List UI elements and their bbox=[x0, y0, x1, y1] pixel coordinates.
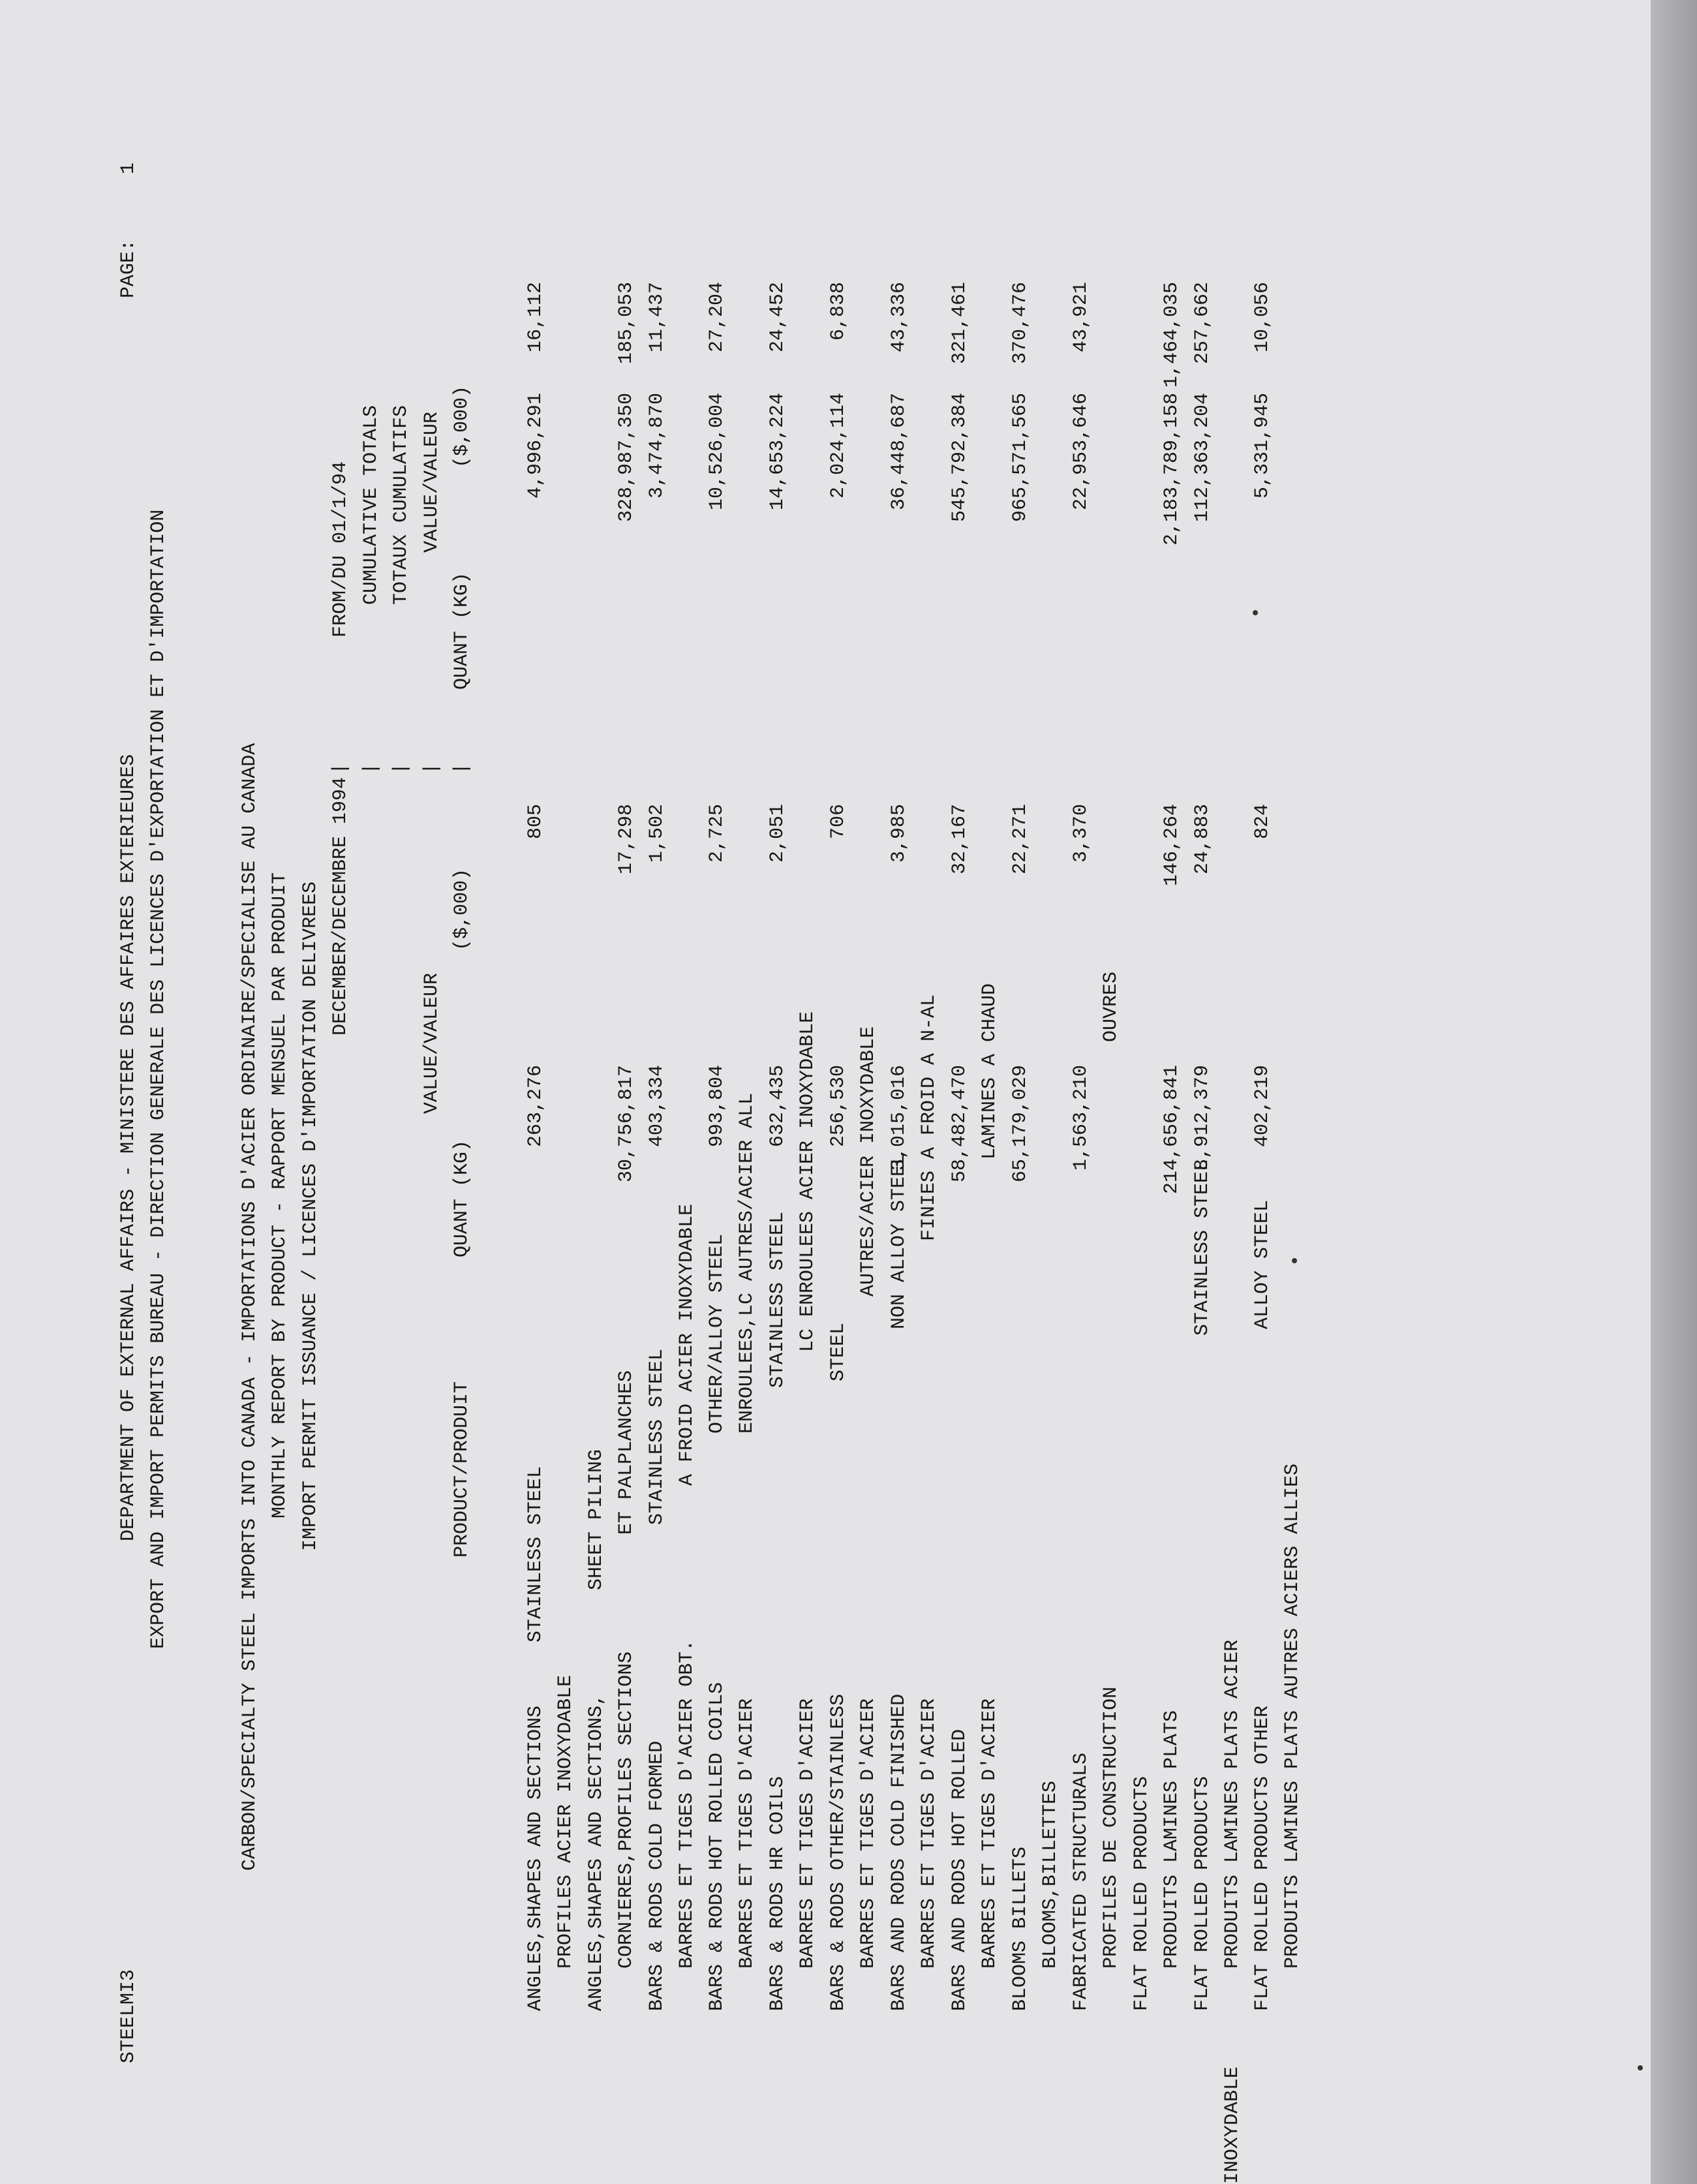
month-value: 24,883 bbox=[1191, 804, 1214, 875]
product-grade-en: STAINLESS STEEL bbox=[525, 1466, 547, 1642]
quantity-header: QUANT (KG) bbox=[451, 1139, 473, 1257]
cumulative-value: 6,838 bbox=[827, 282, 849, 341]
cumulative-quantity: 10,526,004 bbox=[706, 393, 728, 511]
cumulative-value: 27,204 bbox=[706, 282, 728, 353]
page-number: 1 bbox=[117, 162, 140, 174]
separator: | bbox=[390, 762, 412, 775]
product-grade-en: OTHER/ALLOY STEEL bbox=[706, 1233, 728, 1434]
product-name-en: BARS AND RODS HOT ROLLED bbox=[949, 1729, 971, 2011]
product-grade-fr: INOXYDABLE bbox=[1221, 2066, 1244, 2184]
product-grade-en: STAINLESS STEEL bbox=[1191, 1159, 1214, 1336]
product-name-en: ANGLES,SHAPES AND SECTIONS, bbox=[585, 1693, 607, 2011]
product-grade-fr: LAMINES A CHAUD bbox=[979, 983, 1001, 1160]
cumulative-value: 10,056 bbox=[1251, 282, 1274, 353]
cumulative-from: FROM/DU 01/1/94 bbox=[329, 461, 352, 638]
month-quantity: 993,804 bbox=[706, 1065, 728, 1148]
month-value: 22,271 bbox=[1009, 804, 1032, 875]
cumulative-quantity: 545,792,384 bbox=[949, 393, 971, 523]
separator: | bbox=[421, 762, 443, 775]
cumulative-totals-en: CUMULATIVE TOTALS bbox=[360, 405, 382, 605]
product-name-fr: BARRES ET TIGES D'ACIER bbox=[979, 1698, 1001, 1969]
month-quantity: 214,656,841 bbox=[1161, 1065, 1183, 1195]
product-name-fr: PROFILES ACIER INOXYDABLE bbox=[555, 1674, 577, 1969]
product-name-fr: PRODUITS LAMINES PLATS bbox=[1161, 1710, 1183, 1969]
cumulative-value: 370,476 bbox=[1009, 282, 1032, 365]
product-grade-en: SHEET PILING bbox=[585, 1449, 607, 1590]
month-value: 3,370 bbox=[1070, 804, 1092, 863]
month-value: 805 bbox=[525, 804, 547, 840]
report-title-line-3: IMPORT PERMIT ISSUANCE / LICENCES D'IMPORTATION DELIVREES bbox=[299, 881, 322, 1551]
cumulative-value: 24,452 bbox=[767, 282, 789, 353]
month-value: 146,264 bbox=[1161, 804, 1183, 887]
product-name-fr: PRODUITS LAMINES PLATS ACIER bbox=[1221, 1639, 1244, 1969]
product-grade-fr: ET PALPLANCHES bbox=[615, 1370, 637, 1535]
month-value: 17,298 bbox=[615, 804, 637, 875]
product-name-en: FLAT ROLLED PRODUCTS bbox=[1131, 1776, 1153, 2011]
separator: | bbox=[451, 762, 473, 775]
product-grade-en: STAINLESS STEEL bbox=[767, 1211, 789, 1388]
cumulative-value-label: VALUE/VALEUR bbox=[421, 411, 443, 553]
product-name-fr: BLOOMS,BILLETTES bbox=[1039, 1780, 1062, 1969]
cumulative-value-header: ($,000) bbox=[451, 385, 473, 468]
product-name-fr: BARRES ET TIGES D'ACIER bbox=[857, 1698, 879, 1969]
month-quantity: 65,179,029 bbox=[1009, 1065, 1032, 1183]
cumulative-value: 257,662 bbox=[1191, 282, 1214, 365]
product-grade-fr: AUTRES/ACIER INOXYDABLE bbox=[857, 1026, 879, 1297]
cumulative-quantity: 22,953,646 bbox=[1070, 393, 1092, 511]
cumulative-value: 43,336 bbox=[888, 282, 910, 353]
product-grade-fr: LC ENROULEES ACIER INOXYDABLE bbox=[797, 1011, 819, 1352]
cumulative-quantity: 36,448,687 bbox=[888, 393, 910, 511]
cumulative-value: 43,921 bbox=[1070, 282, 1092, 353]
product-name-en: ANGLES,SHAPES AND SECTIONS bbox=[525, 1705, 547, 2011]
cumulative-quantity: 14,653,224 bbox=[767, 393, 789, 511]
product-name-en: BLOOMS BILLETS bbox=[1009, 1846, 1032, 2011]
month-value: 1,502 bbox=[646, 804, 668, 863]
report-id: STEELMI3 bbox=[117, 1969, 140, 2063]
separator: | bbox=[360, 762, 382, 775]
product-name-fr: PRODUITS LAMINES PLATS AUTRES ACIERS ALLIES bbox=[1281, 1463, 1304, 1969]
separator: | bbox=[329, 762, 352, 775]
cumulative-totals-fr: TOTAUX CUMULATIFS bbox=[390, 405, 412, 605]
cumulative-value: 11,437 bbox=[646, 282, 668, 353]
cumulative-value: 16,112 bbox=[525, 282, 547, 353]
month-quantity: 30,756,817 bbox=[615, 1065, 637, 1183]
product-grade-en: ALLOY STEEL bbox=[1251, 1199, 1274, 1329]
cumulative-quantity: 5,331,945 bbox=[1251, 393, 1274, 499]
product-name-en: BARS AND RODS COLD FINISHED bbox=[888, 1693, 910, 2011]
department-line-2: EXPORT AND IMPORT PERMITS BUREAU - DIRECTION GENERALE DES LICENCES D'EXPORTATION ET D'IMPORTATION bbox=[147, 509, 170, 1649]
product-grade-fr: OUVRES bbox=[1100, 971, 1122, 1042]
cumulative-quantity-header: QUANT (KG) bbox=[451, 572, 473, 690]
report-title-line-1: CARBON/SPECIALTY STEEL IMPORTS INTO CANADA - IMPORTATIONS D'ACIER ORDINAIRE/SPECIALISE AU CANADA bbox=[239, 743, 261, 1871]
product-grade-fr: FINIES A FROID A N-AL bbox=[918, 994, 940, 1241]
page-label: PAGE: bbox=[117, 239, 140, 298]
cumulative-quantity: 3,474,870 bbox=[646, 393, 668, 499]
month-quantity: 256,530 bbox=[827, 1065, 849, 1148]
product-name-en: BARS & RODS HR COILS bbox=[767, 1776, 789, 2011]
month-quantity: 263,276 bbox=[525, 1065, 547, 1148]
value-header: ($,000) bbox=[451, 868, 473, 951]
product-name-fr: BARRES ET TIGES D'ACIER bbox=[736, 1698, 758, 1969]
page-edge-shadow bbox=[1651, 0, 1697, 2184]
report-title-line-2: MONTHLY REPORT BY PRODUCT - RAPPORT MENSUEL PAR PRODUIT bbox=[269, 872, 291, 1518]
cumulative-value: 185,053 bbox=[615, 282, 637, 365]
month-quantity: 632,435 bbox=[767, 1065, 789, 1148]
cumulative-quantity: 965,571,565 bbox=[1009, 393, 1032, 523]
product-grade-en: STAINLESS STEEL bbox=[646, 1348, 668, 1525]
cumulative-quantity: 4,996,291 bbox=[525, 393, 547, 499]
product-name-fr: BARRES ET TIGES D'ACIER bbox=[918, 1698, 940, 1969]
cumulative-quantity: 2,024,114 bbox=[827, 393, 849, 499]
month-value: 3,985 bbox=[888, 804, 910, 863]
month-value: 706 bbox=[827, 804, 849, 840]
product-name-en: FLAT ROLLED PRODUCTS OTHER bbox=[1251, 1705, 1274, 2011]
product-grade-en: STEEL bbox=[827, 1322, 849, 1381]
product-name-en: BARS & RODS OTHER/STAINLESS bbox=[827, 1693, 849, 2011]
product-name-fr: BARRES ET TIGES D'ACIER OBT. bbox=[676, 1639, 698, 1969]
cumulative-value: 321,461 bbox=[949, 282, 971, 365]
product-name-en: BARS & RODS HOT ROLLED COILS bbox=[706, 1682, 728, 2011]
cumulative-quantity: 2,183,789,158 bbox=[1161, 393, 1183, 546]
product-name-fr: CORNIERES,PROFILES SECTIONS bbox=[615, 1651, 637, 1969]
month-quantity: 403,334 bbox=[646, 1065, 668, 1148]
product-name-en: BARS & RODS COLD FORMED bbox=[646, 1740, 668, 2011]
month-value: 2,051 bbox=[767, 804, 789, 863]
month-value-label: VALUE/VALEUR bbox=[421, 972, 443, 1114]
month-quantity: 1,563,210 bbox=[1070, 1065, 1092, 1171]
product-grade-en: NON ALLOY STEEL bbox=[888, 1152, 910, 1329]
product-name-fr: PROFILES DE CONSTRUCTION bbox=[1100, 1686, 1122, 1969]
month-quantity: 58,482,470 bbox=[949, 1065, 971, 1183]
month-value: 824 bbox=[1251, 804, 1274, 840]
month-value: 32,167 bbox=[949, 804, 971, 875]
month-quantity: 402,219 bbox=[1251, 1065, 1274, 1148]
month-value: 2,725 bbox=[706, 804, 728, 863]
cumulative-quantity: 328,987,350 bbox=[615, 393, 637, 523]
product-header: PRODUCT/PRODUIT bbox=[451, 1381, 473, 1558]
product-name-en: FLAT ROLLED PRODUCTS bbox=[1191, 1776, 1214, 2011]
month-quantity: 8,912,379 bbox=[1191, 1065, 1214, 1171]
cumulative-quantity: 112,363,204 bbox=[1191, 393, 1214, 523]
cumulative-value: 1,464,035 bbox=[1161, 282, 1183, 388]
month-quantity: 3,015,016 bbox=[888, 1065, 910, 1171]
department-line-1: DEPARTMENT OF EXTERNAL AFFAIRS - MINISTERE DES AFFAIRES EXTERIEURES bbox=[117, 754, 140, 1541]
product-grade-fr: A FROID ACIER INOXYDABLE bbox=[676, 1203, 698, 1486]
product-name-en: FABRICATED STRUCTURALS bbox=[1070, 1752, 1092, 2011]
report-period: DECEMBER/DECEMBRE 1994 bbox=[329, 777, 352, 1036]
product-name-fr: BARRES ET TIGES D'ACIER bbox=[797, 1698, 819, 1969]
product-grade-fr: ENROULEES,LC AUTRES/ACIER ALL bbox=[736, 1092, 758, 1434]
